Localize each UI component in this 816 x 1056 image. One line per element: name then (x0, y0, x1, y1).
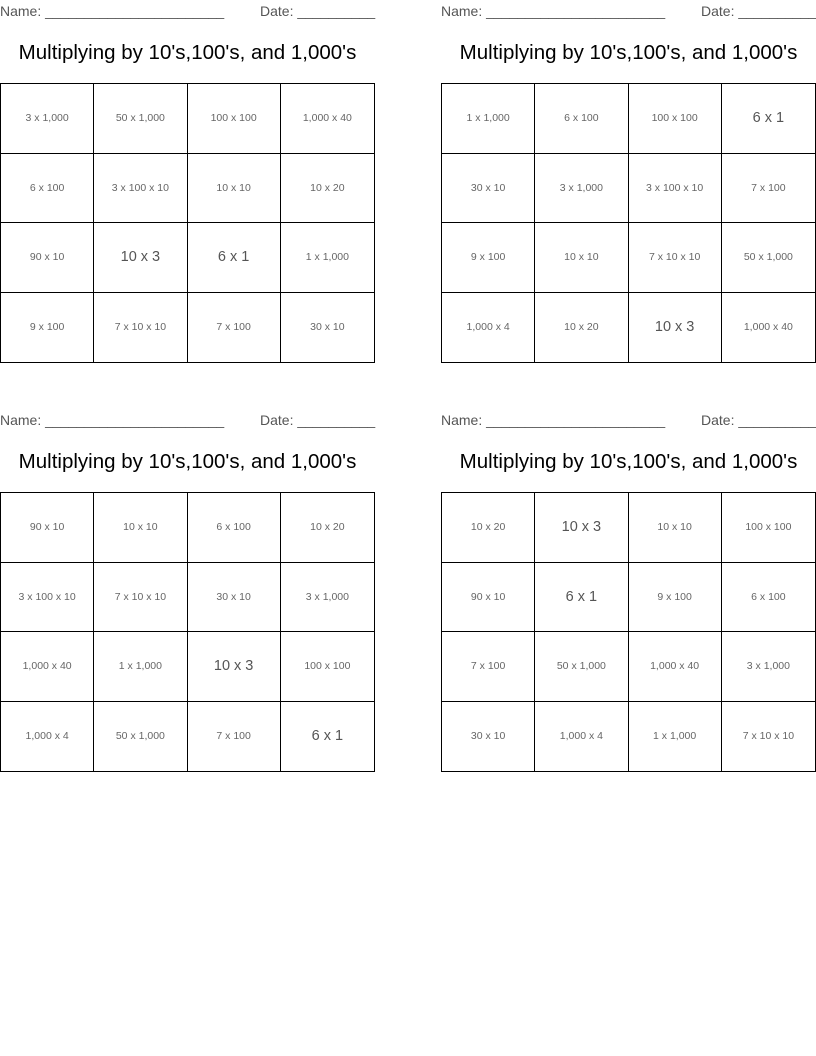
name-field-label: Name: _______________________ (0, 412, 225, 428)
problem-cell: 10 x 20 (442, 493, 535, 563)
problem-cell: 10 x 3 (94, 223, 187, 293)
problem-cell: 7 x 100 (722, 154, 815, 224)
problem-cell: 1,000 x 40 (281, 84, 374, 154)
problem-cell: 90 x 10 (1, 493, 94, 563)
problem-cell: 10 x 3 (629, 293, 722, 363)
header-fields (0, 3, 375, 21)
name-field-label: Name: _______________________ (0, 3, 225, 19)
problem-cell: 50 x 1,000 (722, 223, 815, 293)
problem-cell: 7 x 100 (442, 632, 535, 702)
problem-cell: 6 x 100 (1, 154, 94, 224)
problem-cell: 30 x 10 (442, 702, 535, 772)
problem-cell: 3 x 1,000 (722, 632, 815, 702)
problem-cell: 1 x 1,000 (629, 702, 722, 772)
problem-cell: 7 x 100 (188, 702, 281, 772)
problem-cell: 10 x 10 (535, 223, 628, 293)
problem-grid (0, 492, 375, 772)
problem-cell: 10 x 3 (188, 632, 281, 702)
problem-grid (0, 83, 375, 363)
problem-cell: 3 x 100 x 10 (629, 154, 722, 224)
header-fields (441, 412, 816, 430)
date-field-label: Date: __________ (701, 3, 816, 19)
problem-cell: 1 x 1,000 (94, 632, 187, 702)
problem-cell: 6 x 1 (722, 84, 815, 154)
date-field-label: Date: __________ (260, 3, 376, 19)
worksheet-title: Multiplying by 10's,100's, and 1,000's (18, 41, 357, 64)
problem-cell: 6 x 100 (188, 493, 281, 563)
problem-cell: 1 x 1,000 (281, 223, 374, 293)
problem-cell: 10 x 10 (94, 493, 187, 563)
problem-cell: 10 x 20 (535, 293, 628, 363)
problem-cell: 6 x 100 (535, 84, 628, 154)
worksheet-3 (0, 409, 376, 745)
name-field-label: Name: _______________________ (441, 412, 666, 428)
header-fields (441, 3, 816, 21)
problem-cell: 1,000 x 4 (535, 702, 628, 772)
problem-cell: 6 x 100 (722, 563, 815, 633)
problem-cell: 7 x 10 x 10 (629, 223, 722, 293)
problem-cell: 3 x 100 x 10 (94, 154, 187, 224)
worksheet-1 (0, 0, 376, 334)
problem-cell: 9 x 100 (442, 223, 535, 293)
problem-cell: 100 x 100 (188, 84, 281, 154)
problem-cell: 9 x 100 (629, 563, 722, 633)
problem-cell: 1,000 x 4 (1, 702, 94, 772)
problem-cell: 50 x 1,000 (94, 84, 187, 154)
problem-cell: 50 x 1,000 (535, 632, 628, 702)
worksheet-2 (441, 0, 816, 336)
date-field-label: Date: __________ (701, 412, 816, 428)
worksheet-4 (441, 409, 816, 743)
problem-cell: 9 x 100 (1, 293, 94, 363)
problem-cell: 3 x 1,000 (281, 563, 374, 633)
problem-cell: 6 x 1 (188, 223, 281, 293)
problem-cell: 100 x 100 (629, 84, 722, 154)
problem-cell: 1,000 x 40 (1, 632, 94, 702)
problem-cell: 3 x 1,000 (1, 84, 94, 154)
problem-grid (441, 83, 816, 363)
worksheet-title: Multiplying by 10's,100's, and 1,000's (18, 450, 357, 473)
problem-cell: 90 x 10 (442, 563, 535, 633)
problem-cell: 3 x 100 x 10 (1, 563, 94, 633)
header-fields (0, 412, 375, 430)
problem-cell: 50 x 1,000 (94, 702, 187, 772)
problem-cell: 90 x 10 (1, 223, 94, 293)
problem-cell: 30 x 10 (442, 154, 535, 224)
problem-cell: 100 x 100 (281, 632, 374, 702)
problem-cell: 6 x 1 (311, 728, 344, 745)
problem-cell: 6 x 1 (535, 563, 628, 633)
problem-cell: 30 x 10 (188, 563, 281, 633)
problem-cell: 3 x 1,000 (535, 154, 628, 224)
problem-cell: 10 x 10 (629, 493, 722, 563)
problem-cell: 1,000 x 40 (743, 321, 793, 334)
problem-cell: 100 x 100 (722, 493, 815, 563)
problem-cell: 7 x 10 x 10 (94, 563, 187, 633)
problem-cell: 10 x 3 (535, 493, 628, 563)
problem-cell: 10 x 10 (188, 154, 281, 224)
problem-cell: 10 x 20 (281, 154, 374, 224)
problem-cell: 10 x 20 (281, 493, 374, 563)
problem-cell: 7 x 10 x 10 (94, 293, 187, 363)
problem-cell: 7 x 10 x 10 (742, 730, 795, 743)
problem-cell: 1,000 x 4 (442, 293, 535, 363)
date-field-label: Date: __________ (260, 412, 376, 428)
worksheet-title: Multiplying by 10's,100's, and 1,000's (459, 450, 798, 473)
name-field-label: Name: _______________________ (441, 3, 666, 19)
worksheet-title: Multiplying by 10's,100's, and 1,000's (459, 41, 798, 64)
problem-cell: 1,000 x 40 (629, 632, 722, 702)
problem-cell: 30 x 10 (310, 321, 345, 334)
problem-grid (441, 492, 816, 772)
problem-cell: 1 x 1,000 (442, 84, 535, 154)
problem-cell: 7 x 100 (188, 293, 281, 363)
